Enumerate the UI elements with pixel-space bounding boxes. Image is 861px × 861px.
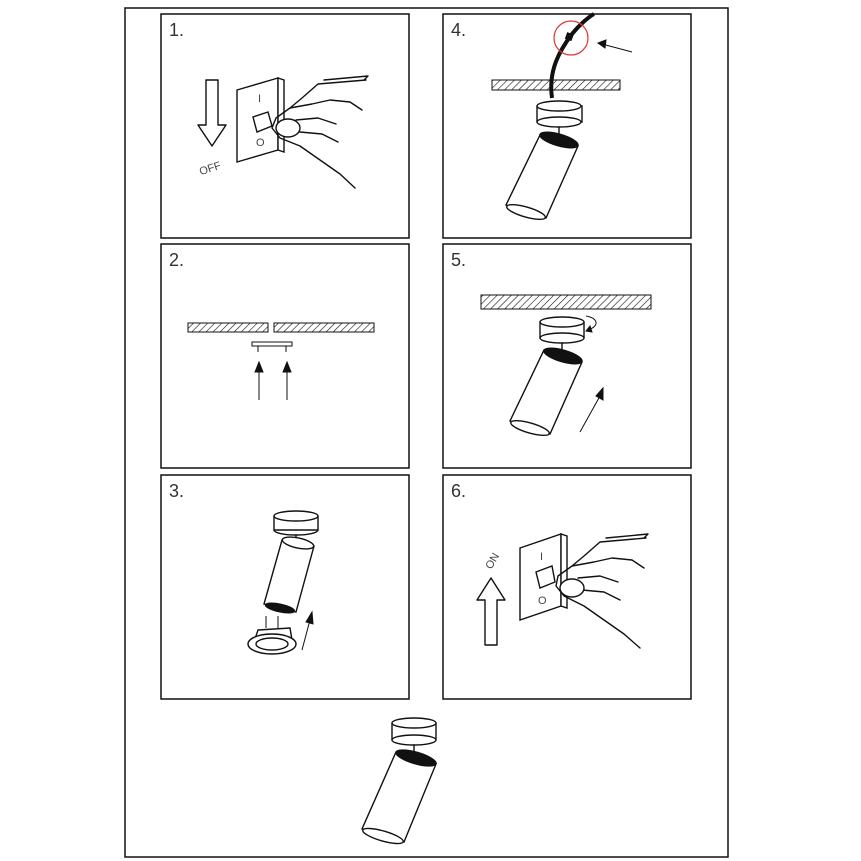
spot-tube	[361, 746, 437, 846]
step-3-panel	[161, 475, 409, 699]
canopy	[537, 101, 582, 127]
step-4-panel	[443, 14, 691, 238]
ceiling-board	[481, 295, 651, 309]
finished-spotlight	[361, 718, 437, 847]
off-label: OFF	[197, 159, 223, 179]
switch-off-mark: O	[256, 137, 265, 149]
step-2-number: 2.	[169, 250, 185, 270]
step-6-number: 6.	[451, 481, 467, 501]
step-1-panel	[161, 14, 409, 238]
canopy	[274, 511, 318, 535]
step-5-panel	[443, 244, 691, 468]
ceiling-right	[274, 323, 374, 332]
on-label: ON	[483, 551, 503, 572]
mounting-bracket	[252, 342, 292, 346]
step-1-number: 1.	[169, 20, 185, 40]
switch-off-mark: O	[538, 595, 547, 607]
step-6-panel	[443, 475, 691, 699]
step-3-number: 3.	[169, 481, 185, 501]
step-2-panel	[161, 244, 409, 468]
switch-on-mark: I	[540, 551, 544, 563]
switch-on-mark: I	[258, 93, 262, 105]
ceiling-left	[188, 323, 268, 332]
wall-switch-off	[237, 78, 284, 162]
ceiling-board	[492, 80, 620, 90]
step-4-number: 4.	[451, 20, 467, 40]
step-5-number: 5.	[451, 250, 467, 270]
canopy	[540, 317, 584, 343]
canopy	[392, 718, 436, 745]
